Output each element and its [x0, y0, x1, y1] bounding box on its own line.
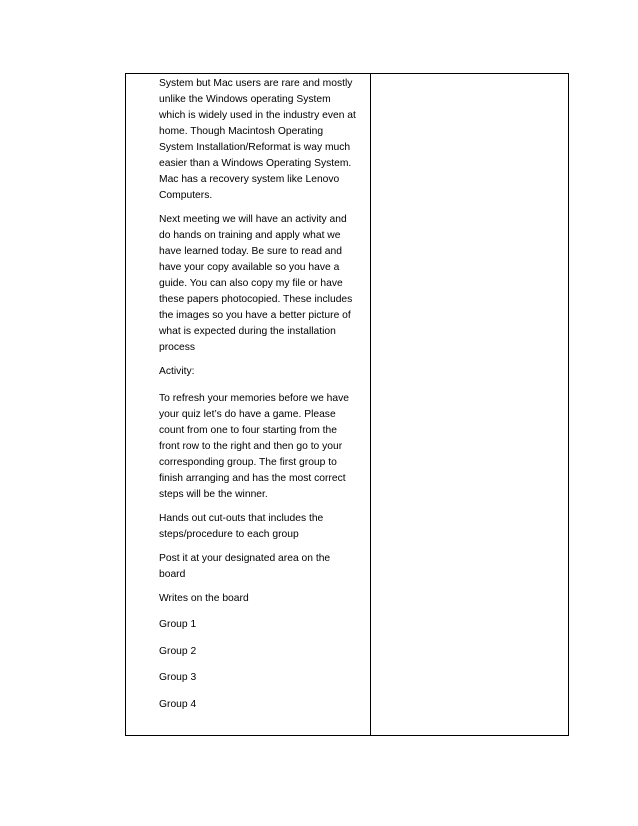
- text-line: do hands on training and apply what we: [159, 230, 341, 241]
- paragraph: [159, 391, 366, 503]
- text-line: unlike the Windows operating System: [159, 94, 331, 105]
- text-line: what is expected during the installation: [159, 326, 336, 337]
- text-line: Writes on the board: [159, 592, 249, 604]
- text-line: your quiz let’s do have a game. Please: [159, 408, 336, 420]
- text-line: count from one to four starting from the: [159, 424, 337, 436]
- paragraph: [159, 591, 366, 607]
- text-line: System Installation/Reformat is way much: [159, 142, 351, 153]
- text-line: home. Though Macintosh Operating: [159, 126, 324, 137]
- lesson-table: [125, 73, 569, 736]
- text-line: have learned today. Be sure to read and: [159, 246, 342, 257]
- text-line: the images so you have a better picture of: [159, 310, 351, 321]
- text-line: Mac has a recovery system like Lenovo: [159, 174, 340, 185]
- paragraph: [159, 511, 366, 543]
- left-column-cell: [126, 74, 371, 735]
- text-line: Post it at your designated area on the: [159, 552, 331, 564]
- right-column-cell: [371, 74, 568, 735]
- text-line: Activity:: [159, 366, 195, 377]
- paragraph: [159, 212, 366, 356]
- text-line: Group 4: [159, 698, 197, 710]
- text-line: these papers photocopied. These includes: [159, 294, 353, 305]
- text-line: board: [159, 568, 186, 580]
- text-line: Computers.: [159, 190, 213, 201]
- text-line: Group 1: [159, 619, 197, 630]
- text-line: steps will be the winner.: [159, 488, 268, 500]
- text-line: easier than a Windows Operating System.: [159, 158, 352, 169]
- text-line: have your copy available so you have a: [159, 262, 340, 273]
- text-line: Hands out cut-outs that includes the: [159, 512, 324, 524]
- paragraph: [159, 551, 366, 583]
- paragraph: [159, 644, 366, 660]
- text-line: corresponding group. The first group to: [159, 456, 337, 468]
- text-line: steps/procedure to each group: [159, 528, 299, 540]
- text-line: To refresh your memories before we have: [159, 392, 350, 404]
- paragraph: [159, 76, 366, 204]
- text-line: front row to the right and then go to your: [159, 440, 343, 452]
- text-line: which is widely used in the industry even at: [159, 110, 356, 121]
- text-line: System but Mac users are rare and mostly: [159, 78, 353, 89]
- text-line: guide. You can also copy my file or have: [159, 278, 343, 289]
- text-line: process: [159, 342, 196, 353]
- text-line: finish arranging and has the most correct: [159, 472, 346, 484]
- text-line: Group 2: [159, 645, 197, 657]
- paragraph: [159, 697, 366, 713]
- paragraph: [159, 670, 366, 686]
- text-line: Next meeting we will have an activity and: [159, 214, 347, 225]
- paragraph: [159, 364, 366, 380]
- text-line: Group 3: [159, 672, 197, 683]
- paragraph: [159, 617, 366, 633]
